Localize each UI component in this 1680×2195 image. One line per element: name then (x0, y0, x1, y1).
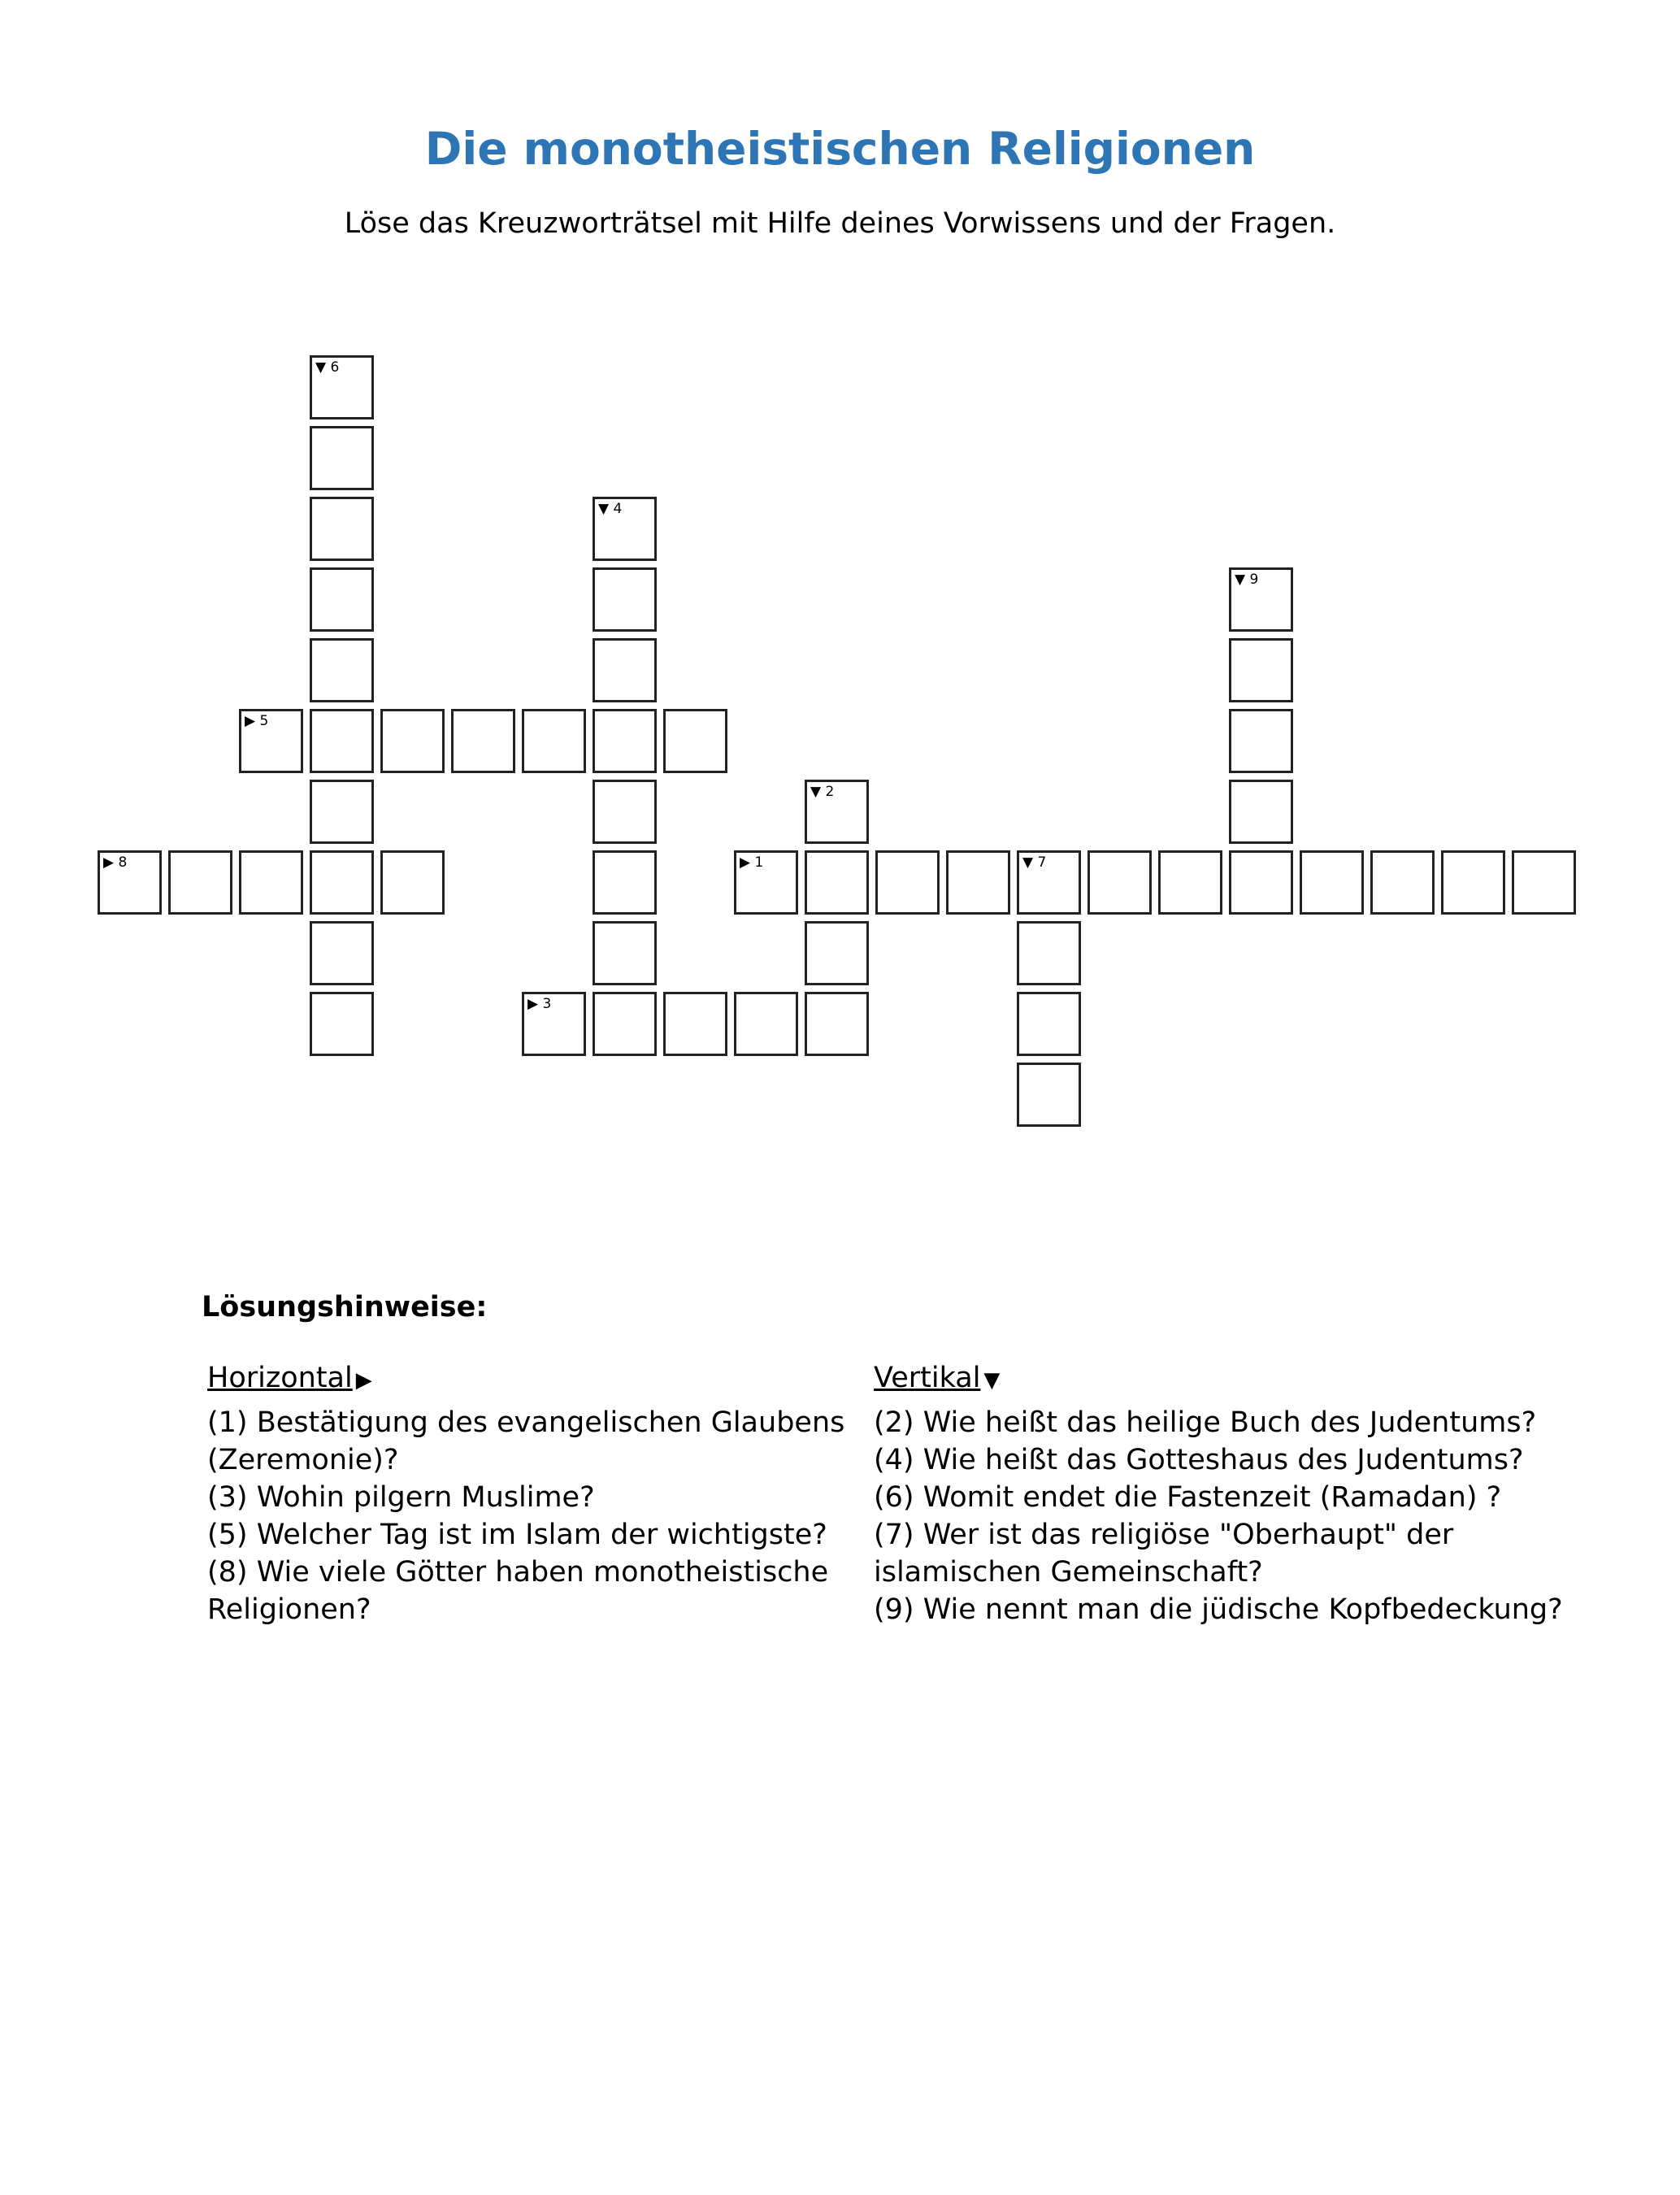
instructions: Löse das Kreuzworträtsel mit Hilfe deines Vorwissens und der Fragen. (344, 207, 1336, 240)
crossword-cell[interactable] (98, 850, 162, 915)
clue-number-marker: ▼ 2 (810, 784, 835, 800)
clue-number-marker: ▼ 4 (598, 501, 623, 517)
vertical-heading (874, 1359, 1605, 1399)
crossword-cell[interactable] (310, 709, 374, 773)
clue-line: islamischen Gemeinschaft? (874, 1556, 1263, 1589)
clue-line: (5) Welcher Tag ist im Islam der wichtigste? (207, 1519, 827, 1551)
crossword-cell[interactable] (239, 850, 303, 915)
crossword-cell[interactable] (875, 850, 940, 915)
clue-line: (3) Wohin pilgern Muslime? (207, 1481, 595, 1514)
clue-number-marker: ▶ 8 (103, 854, 128, 871)
crossword-cell[interactable] (1229, 638, 1293, 702)
clue-line: (Zeremonie)? (207, 1444, 399, 1476)
vertical-clues (874, 1359, 1605, 1628)
clue-line: (7) Wer ist das religiöse "Oberhaupt" der (874, 1519, 1454, 1551)
crossword-cell[interactable] (380, 850, 445, 915)
crossword-cell[interactable] (310, 497, 374, 561)
clue-line: (1) Bestätigung des evangelischen Glaubens (207, 1406, 845, 1439)
clue-line: (2) Wie heißt das heilige Buch des Judentums? (874, 1406, 1537, 1439)
clue-number-marker: ▼ 9 (1235, 572, 1259, 588)
clue-number-marker: ▼ 6 (315, 359, 340, 376)
clue-line: Religionen? (207, 1593, 371, 1626)
crossword-cell[interactable] (1017, 1063, 1081, 1127)
crossword-cell[interactable] (1229, 780, 1293, 844)
crossword-cell[interactable] (168, 850, 232, 915)
crossword-cell[interactable] (593, 921, 657, 985)
clue-number-marker: ▶ 5 (245, 713, 269, 729)
crossword-cell[interactable] (239, 709, 303, 773)
clue-line: (8) Wie viele Götter haben monotheistische (207, 1556, 829, 1589)
vertical-label: Vertikal (874, 1362, 981, 1394)
crossword-cell[interactable] (522, 709, 586, 773)
crossword-cell[interactable] (593, 638, 657, 702)
clue-number-marker: ▶ 1 (740, 854, 764, 871)
clue-line: (4) Wie heißt das Gotteshaus des Judentums? (874, 1444, 1524, 1476)
crossword-cell[interactable] (593, 850, 657, 915)
crossword-cell[interactable] (1441, 850, 1505, 915)
crossword-cell[interactable] (593, 992, 657, 1056)
crossword-cell[interactable] (310, 850, 374, 915)
crossword-cell[interactable] (310, 567, 374, 632)
crossword-cell[interactable] (310, 992, 374, 1056)
crossword-cell[interactable] (522, 992, 586, 1056)
right-arrow-icon: ▶ (355, 1368, 372, 1393)
crossword-cell[interactable] (663, 992, 727, 1056)
clue-number-marker: ▼ 7 (1022, 854, 1047, 871)
crossword-cell[interactable] (1087, 850, 1152, 915)
crossword-cell[interactable] (805, 780, 869, 844)
clue-line: (6) Womit endet die Fastenzeit (Ramadan) ? (874, 1481, 1502, 1514)
page-title: Die monotheistischen Religionen (424, 123, 1256, 175)
crossword-cell[interactable] (734, 850, 798, 915)
crossword-cell[interactable] (1370, 850, 1435, 915)
crossword-cell[interactable] (1300, 850, 1364, 915)
crossword-cell[interactable] (310, 780, 374, 844)
crossword-cell[interactable] (805, 992, 869, 1056)
crossword-cell[interactable] (593, 709, 657, 773)
crossword-cell[interactable] (805, 850, 869, 915)
clue-line: (9) Wie nennt man die jüdische Kopfbedeckung? (874, 1593, 1563, 1626)
crossword-cell[interactable] (380, 709, 445, 773)
crossword-cell[interactable] (451, 709, 515, 773)
crossword-cell[interactable] (734, 992, 798, 1056)
crossword-cell[interactable] (593, 567, 657, 632)
hints-heading: Lösungshinweise: (202, 1291, 488, 1324)
crossword-cell[interactable] (310, 921, 374, 985)
crossword-cell[interactable] (1017, 992, 1081, 1056)
crossword-cell[interactable] (1229, 567, 1293, 632)
crossword-cell[interactable] (593, 497, 657, 561)
clue-number-marker: ▶ 3 (527, 996, 552, 1012)
crossword-cell[interactable] (946, 850, 1010, 915)
crossword-cell[interactable] (1158, 850, 1222, 915)
horizontal-label: Horizontal (207, 1362, 353, 1394)
crossword-cell[interactable] (593, 780, 657, 844)
crossword-cell[interactable] (805, 921, 869, 985)
crossword-cell[interactable] (663, 709, 727, 773)
horizontal-clues (207, 1359, 857, 1628)
crossword-cell[interactable] (1017, 921, 1081, 985)
down-arrow-icon: ▼ (983, 1368, 1001, 1393)
horizontal-heading (207, 1359, 857, 1399)
crossword-cell[interactable] (1017, 850, 1081, 915)
crossword-cell[interactable] (1229, 709, 1293, 773)
crossword-cell[interactable] (310, 355, 374, 419)
crossword-cell[interactable] (310, 426, 374, 490)
crossword-cell[interactable] (1512, 850, 1576, 915)
crossword-cell[interactable] (310, 638, 374, 702)
crossword-cell[interactable] (1229, 850, 1293, 915)
